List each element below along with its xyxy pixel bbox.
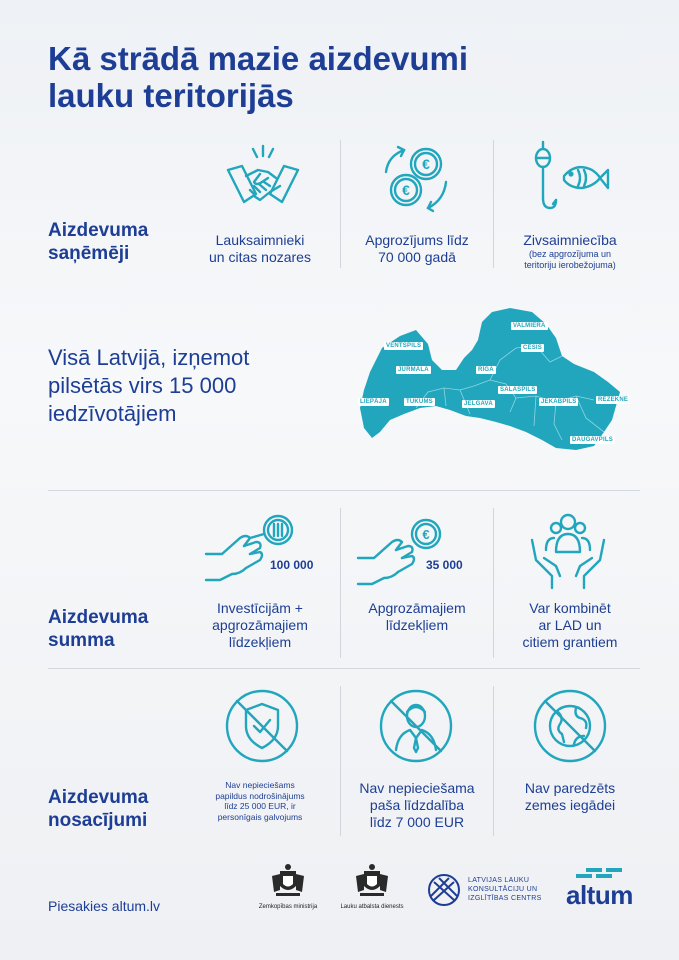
hands-people-icon: [528, 510, 608, 590]
divider: [340, 686, 341, 836]
city-label: JĒKABPILS: [541, 399, 577, 405]
altum-logo-text: altum: [566, 880, 633, 910]
conditions-label: Aizdevuma nosacījumi: [48, 787, 149, 831]
no-shield-icon: [222, 686, 302, 766]
hand-euro-icon: [356, 508, 456, 588]
divider: [493, 140, 494, 268]
no-person-icon: [376, 686, 456, 766]
condition-collateral: Nav nepieciešams papildus nodrošinājums līdz 25 000 EUR, ir personīgais galvojums: [215, 780, 305, 822]
altum-logo-mark: [572, 868, 642, 880]
amount-combine: Var kombinēt ar LAD un citiem grantiem: [522, 600, 618, 650]
condition-own-funds: Nav nepieciešama paša līdzdalība līdz 7 000 EUR: [359, 780, 475, 830]
hand-coin-icon: [204, 508, 304, 588]
no-globe-icon: [530, 686, 610, 766]
city-label: RĪGA: [478, 367, 494, 373]
amount-label: Aizdevuma summa: [48, 607, 149, 651]
amount-value: 100 000: [270, 558, 314, 572]
fishing-icon: [526, 140, 610, 220]
city-label: TUKUMS: [406, 399, 433, 405]
coat-of-arms-icon: [352, 862, 392, 900]
recipient-farmers: Lauksaimnieki un citas nozares: [209, 232, 311, 265]
recipient-fishery: Zivsaimniecība (bez apgrozījuma un teritoriju ierobežojuma): [523, 232, 617, 270]
svg-text:€: €: [402, 182, 410, 198]
city-label: VALMIERA: [513, 323, 546, 329]
divider: [340, 508, 341, 658]
apply-link[interactable]: Piesakies altum.lv: [48, 898, 161, 914]
amount-investment: Investīcijām + apgrozāmajiem līdzekļiem: [212, 600, 308, 650]
euro-coins-icon: [376, 142, 456, 218]
city-label: DAUGAVPILS: [572, 437, 613, 443]
divider: [48, 490, 640, 491]
city-label: JELGAVA: [464, 401, 493, 407]
divider: [48, 668, 640, 669]
coat-of-arms-icon: [268, 862, 308, 900]
city-label: RĒZEKNE: [598, 397, 629, 403]
divider: [493, 686, 494, 836]
amount-working-capital: Apgrozāmajiem līdzekļiem: [368, 600, 466, 633]
svg-text:€: €: [422, 156, 430, 172]
handshake-icon: [224, 142, 302, 218]
amount-value: 35 000: [426, 558, 463, 572]
svg-text:€: €: [422, 527, 430, 542]
city-label: SALASPILS: [500, 387, 536, 393]
ministry-logo-caption: Zemkopības ministrija: [258, 904, 318, 910]
territory-text: Visā Latvijā, izņemot pilsētās virs 15 000 iedzīvotājiem: [48, 345, 250, 426]
divider: [340, 140, 341, 268]
condition-land: Nav paredzēts zemes iegādei: [524, 780, 616, 813]
city-label: JŪRMALA: [398, 367, 429, 373]
llkc-logo-text: LATVIJAS LAUKU KONSULTĀCIJU UN IZGLĪTĪBAS CENTRS: [468, 877, 542, 902]
recipients-label: Aizdevuma saņēmēji: [48, 220, 149, 264]
city-label: VENTSPILS: [386, 343, 422, 349]
lad-logo-caption: Lauku atbalsta dienests: [340, 904, 404, 910]
divider: [493, 508, 494, 658]
page-title: Kā strādā mazie aizdevumi lauku teritorijās: [48, 40, 469, 114]
recipient-turnover: Apgrozījums līdz 70 000 gadā: [365, 232, 469, 265]
llkc-logo-icon: [426, 872, 462, 908]
city-label: LIEPĀJA: [360, 399, 387, 405]
city-label: CĒSIS: [523, 345, 543, 351]
